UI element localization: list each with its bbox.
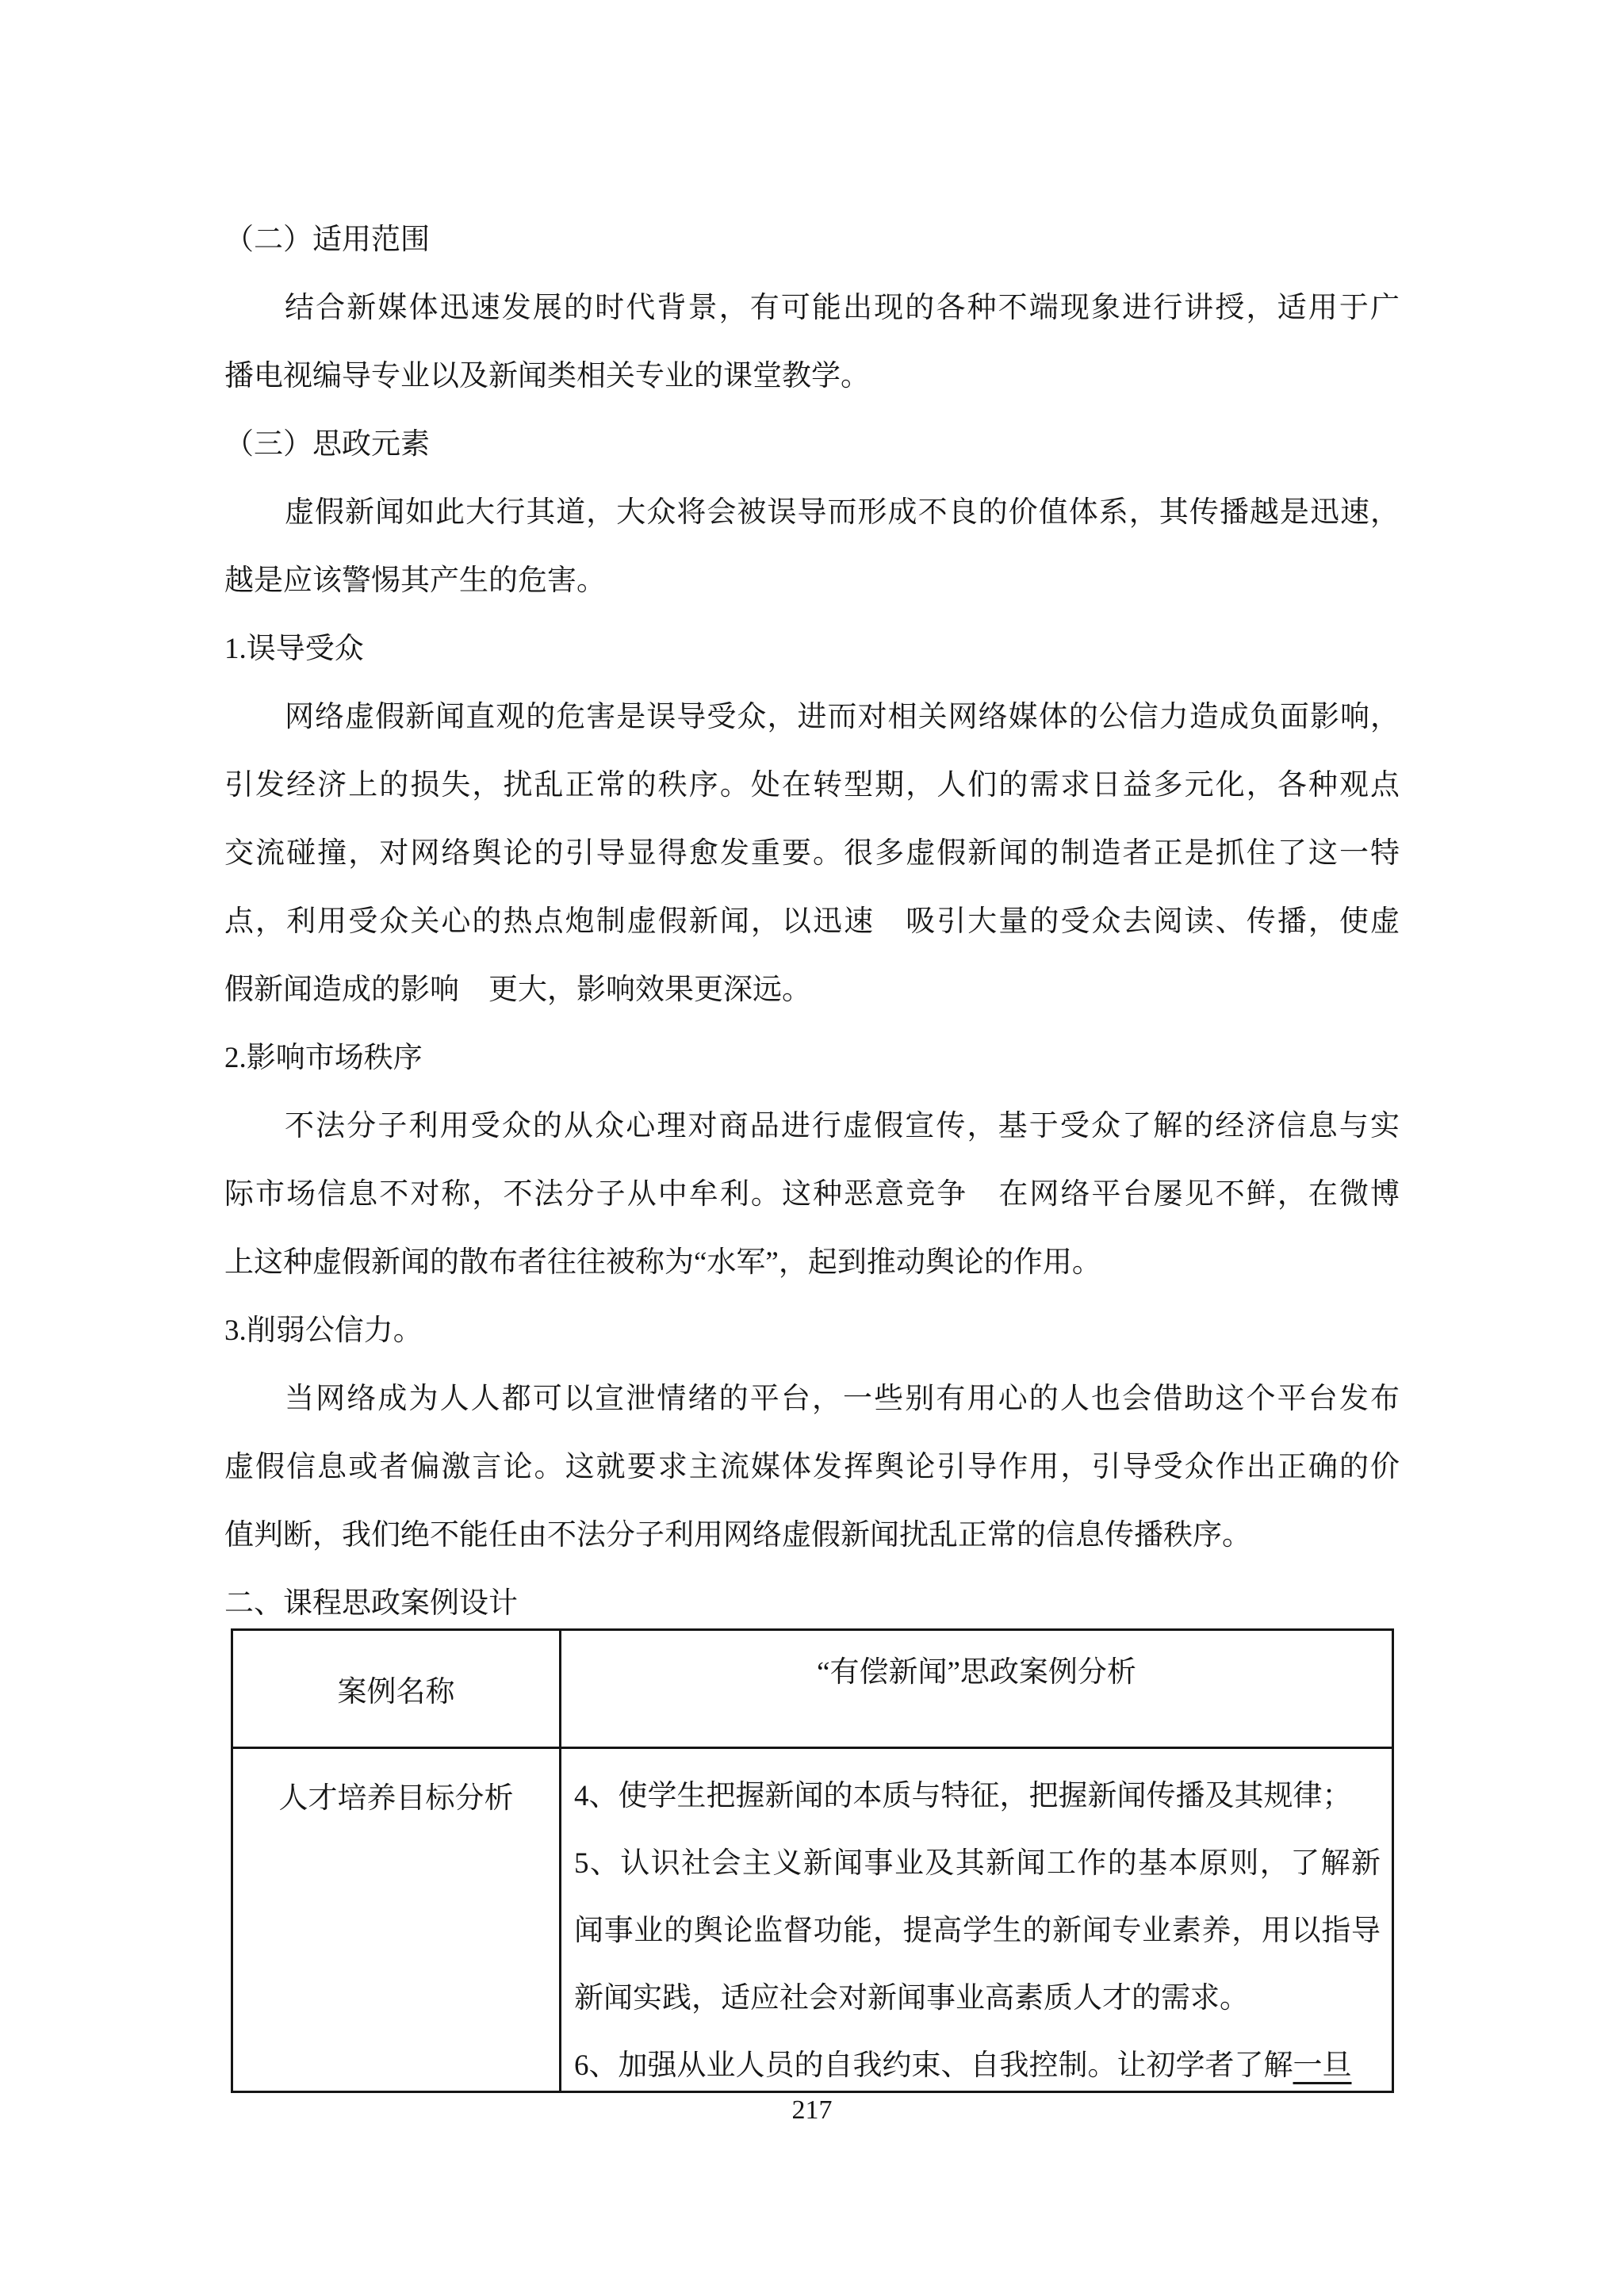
text-line — [224, 752, 1400, 820]
text-line-main: 1.误导受众 — [224, 633, 364, 665]
text-line-main: （二）适用范围 — [224, 224, 430, 256]
training-goal-label: 人才培养目标分析 — [278, 1782, 514, 1815]
text-line — [224, 1229, 1400, 1297]
table-text-line — [574, 1897, 1381, 1965]
text-line-main: 二、课程思政案例设计 — [224, 1587, 518, 1620]
text-line-main: 结合新媒体迅速发展的时代背景，有可能出现的各种不端现象进行讲授，适用于广 — [285, 292, 1400, 324]
table-text-line — [574, 1762, 1381, 1830]
document-body — [224, 206, 1400, 1638]
text-line — [224, 683, 1400, 752]
text-line — [224, 479, 1400, 547]
table-cell-case-title — [561, 1631, 1392, 1749]
table-text-line — [574, 1965, 1381, 2032]
text-line-main: 际市场信息不对称，不法分子从中牟利。这种恶意竞争 在网络平台屡见不鲜，在微博 — [224, 1178, 1400, 1211]
text-line — [224, 1433, 1400, 1502]
text-line-main: 交流碰撞，对网络舆论的引导显得愈发重要。很多虚假新闻的制造者正是抓住了这一特 — [224, 837, 1400, 870]
text-line-main: 2.影响市场秩序 — [224, 1042, 423, 1074]
text-line — [224, 1502, 1400, 1570]
case-design-table — [231, 1628, 1394, 2093]
text-line-main: 引发经济上的损失，扰乱正常的秩序。处在转型期，人们的需求日益多元化，各种观点 — [224, 769, 1400, 802]
text-line-main: 值判断，我们绝不能任由不法分子利用网络虚假新闻扰乱正常的信息传播秩序。 — [224, 1519, 1251, 1552]
text-line-main: 当网络成为人人都可以宣泄情绪的平台，一些别有用心的人也会借助这个平台发布 — [285, 1383, 1400, 1415]
text-line — [224, 411, 1400, 479]
table-text-line — [574, 2032, 1381, 2091]
text-line-main: 3.削弱公信力。 — [224, 1314, 423, 1347]
case-title: “有偿新闻”思政案例分析 — [817, 1656, 1136, 1689]
page-number: 217 — [791, 2095, 833, 2125]
text-line-main: 假新闻造成的影响 更大，影响效果更深远。 — [224, 974, 811, 1006]
text-line-main: 上这种虚假新闻的散布者往往被称为“水军”，起到推动舆论的作用。 — [224, 1246, 1101, 1279]
case-name-label: 案例名称 — [337, 1676, 455, 1709]
table-cell-case-name-label — [233, 1631, 561, 1749]
table-text-line-main: 4、使学生把握新闻的本质与特征，把握新闻传播及其规律； — [574, 1780, 1352, 1812]
text-line — [224, 342, 1400, 411]
text-line-main: 越是应该警惕其产生的危害。 — [224, 564, 606, 597]
text-line — [224, 1024, 1400, 1093]
text-line — [224, 206, 1400, 274]
text-line — [224, 1365, 1400, 1433]
text-line-main: （三）思政元素 — [224, 428, 430, 461]
table-cell-training-goal-content — [561, 1749, 1392, 2091]
table-text-line-main: 闻事业的舆论监督功能，提高学生的新闻专业素养，用以指导 — [574, 1915, 1381, 1947]
table-text-line-main: 新闻实践，适应社会对新闻事业高素质人才的需求。 — [574, 1982, 1249, 2015]
text-line-main: 不法分子利用受众的从众心理对商品进行虚假宣传，基于受众了解的经济信息与实 — [285, 1110, 1400, 1142]
text-line — [224, 888, 1400, 956]
text-line-main: 虚假信息或者偏激言论。这就要求主流媒体发挥舆论引导作用，引导受众作出正确的价 — [224, 1451, 1400, 1483]
text-line-main: 虚假新闻如此大行其道，大众将会被误导而形成不良的价值体系，其传播越是迅速， — [285, 496, 1400, 529]
table-text-line-underlined: 一旦 — [1293, 2049, 1352, 2082]
text-line-main: 播电视编导专业以及新闻类相关专业的课堂教学。 — [224, 360, 870, 392]
text-line-main: 点，利用受众关心的热点炮制虚假新闻，以迅速 吸引大量的受众去阅读、传播，使虚 — [224, 905, 1400, 938]
text-line — [224, 615, 1400, 683]
text-line — [224, 274, 1400, 342]
text-line — [224, 820, 1400, 888]
text-line — [224, 1297, 1400, 1365]
table-text-line — [574, 1830, 1381, 1897]
text-line — [224, 1093, 1400, 1161]
table-cell-training-goal-label — [233, 1749, 561, 2091]
text-line-main: 网络虚假新闻直观的危害是误导受众，进而对相关网络媒体的公信力造成负面影响， — [285, 701, 1400, 733]
text-line — [224, 1161, 1400, 1229]
text-line — [224, 547, 1400, 615]
table-text-line-main: 5、认识社会主义新闻事业及其新闻工作的基本原则，了解新 — [574, 1847, 1381, 1880]
text-line — [224, 956, 1400, 1024]
table-text-line-main: 6、加强从业人员的自我约束、自我控制。让初学者了解 — [574, 2049, 1293, 2082]
